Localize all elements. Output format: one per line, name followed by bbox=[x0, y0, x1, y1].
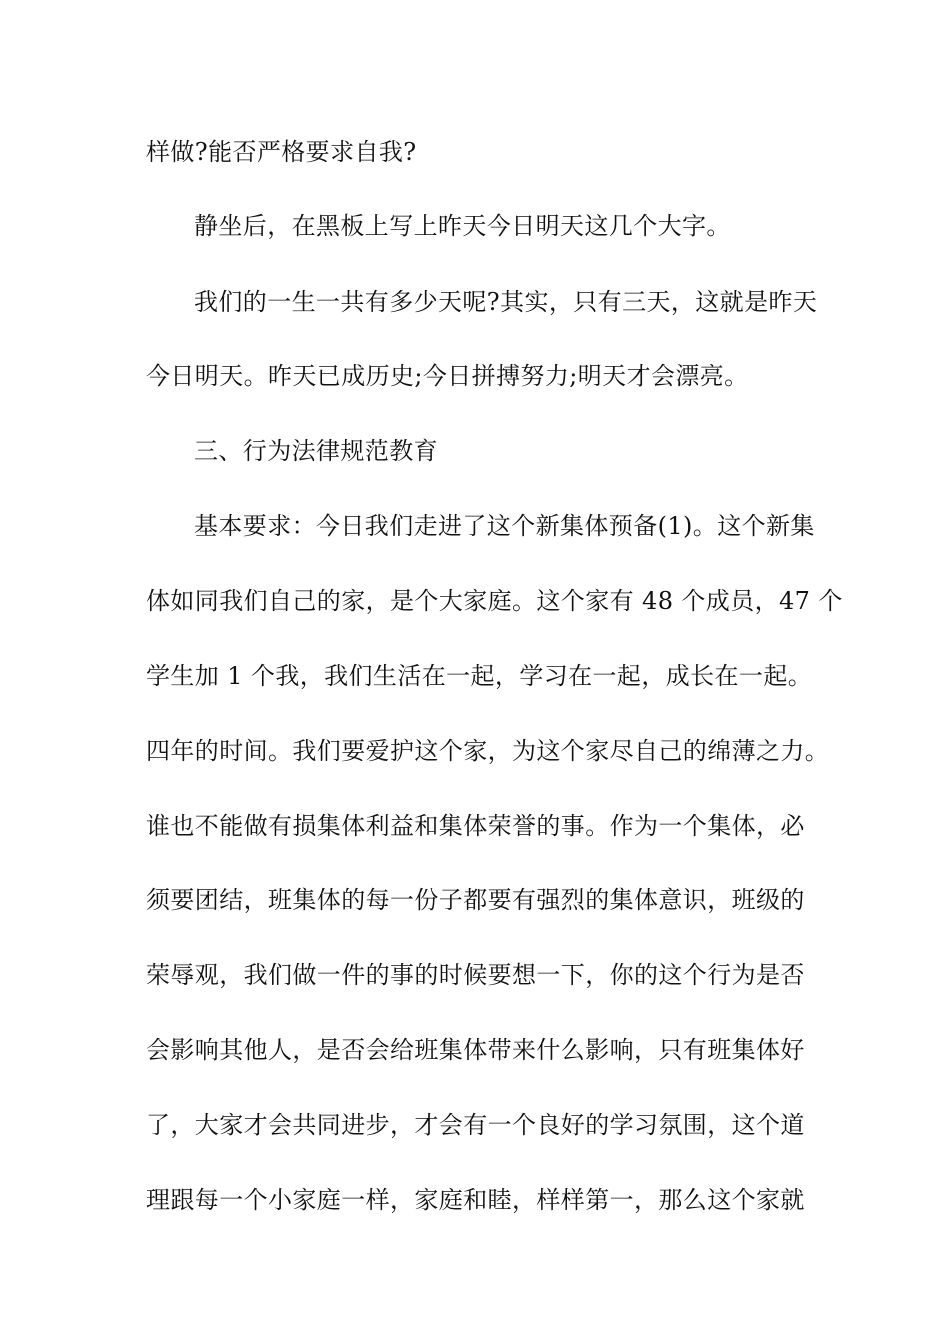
text-line: 基本要求：今日我们走进了这个新集体预备(1)。这个新集 bbox=[194, 512, 815, 540]
text-line: 理跟每一个小家庭一样，家庭和睦，样样第一，那么这个家就 bbox=[146, 1186, 805, 1214]
text-line: 须要团结，班集体的每一份子都要有强烈的集体意识，班级的 bbox=[146, 886, 805, 914]
text-line: 荣辱观，我们做一件的事的时候要想一下，你的这个行为是否 bbox=[146, 961, 805, 989]
text-line: 静坐后，在黑板上写上昨天今日明天这几个大字。 bbox=[194, 212, 731, 240]
text-line: 样做?能否严格要求自我? bbox=[146, 138, 417, 166]
text-line: 了，大家才会共同进步，才会有一个良好的学习氛围，这个道 bbox=[146, 1111, 805, 1139]
text-line: 谁也不能做有损集体利益和集体荣誉的事。作为一个集体，必 bbox=[146, 812, 805, 840]
text-line: 今日明天。昨天已成历史;今日拼搏努力;明天才会漂亮。 bbox=[146, 362, 749, 390]
text-line: 会影响其他人，是否会给班集体带来什么影响，只有班集体好 bbox=[146, 1036, 805, 1064]
text-line: 体如同我们自己的家，是个大家庭。这个家有 48 个成员，47 个 bbox=[146, 587, 843, 615]
text-line: 我们的一生一共有多少天呢?其实，只有三天，这就是昨天 bbox=[194, 288, 818, 316]
text-line: 学生加 1 个我，我们生活在一起，学习在一起，成长在一起。 bbox=[146, 662, 813, 690]
section-heading: 三、行为法律规范教育 bbox=[194, 437, 438, 465]
text-line: 四年的时间。我们要爱护这个家，为这个家尽自己的绵薄之力。 bbox=[146, 737, 830, 765]
